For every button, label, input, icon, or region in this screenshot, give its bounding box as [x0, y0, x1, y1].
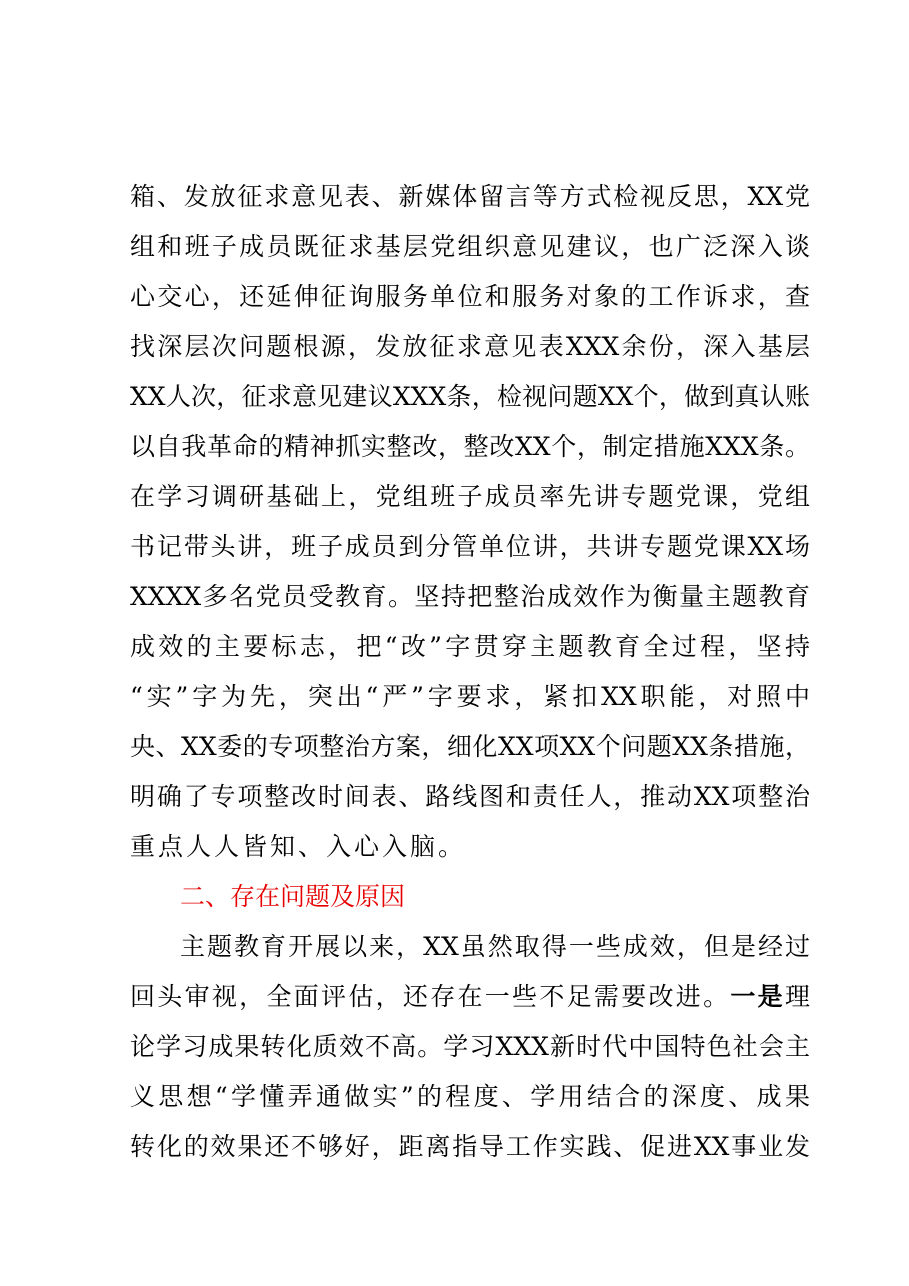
paragraph-1-line-4: 找深层次问题根源，发放征求意见表XXX余份，深入基层: [130, 332, 810, 361]
paragraph-2-line-2: [130, 982, 810, 1012]
paragraph-1-line-8: 书记带头讲，班子成员到分管单位讲，共讲专题党课XX场: [130, 532, 810, 561]
paragraph-2-line-4: 义思想“学懂弄通做实”的程度、学用结合的深度、成果: [130, 1082, 810, 1111]
paragraph-1-line-14: 重点人人皆知、入心入脑。: [130, 832, 467, 861]
paragraph-2-line-2-tail: 理: [784, 982, 810, 1011]
paragraph-2-line-2-emphasis: 一是: [730, 982, 785, 1011]
paragraph-2-line-2-text: 回头审视，全面评估，还存在一些不足需要改进。: [130, 982, 731, 1011]
paragraph-1-line-10: 成效的主要标志，把“改”字贯穿主题教育全过程，坚持: [130, 632, 810, 661]
paragraph-1-line-2: 组和班子成员既征求基层党组织意见建议，也广泛深入谈: [130, 232, 810, 261]
paragraph-1-line-12: 央、XX委的专项整治方案，细化XX项XX个问题XX条措施，: [130, 732, 810, 761]
paragraph-1-line-13: 明确了专项整改时间表、路线图和责任人，推动XX项整治: [130, 782, 810, 811]
paragraph-1-line-9: XXXX多名党员受教育。坚持把整治成效作为衡量主题教育: [130, 582, 810, 611]
paragraph-1-line-1: 箱、发放征求意见表、新媒体留言等方式检视反思，XX党: [130, 182, 810, 211]
paragraph-1-line-5: XX人次，征求意见建议XXX条，检视问题XX个，做到真认账: [130, 382, 810, 411]
paragraph-2-line-1: 主题教育开展以来，XX虽然取得一些成效，但是经过: [180, 932, 810, 961]
paragraph-1-line-6: 以自我革命的精神抓实整改，整改XX个，制定措施XXX条。: [130, 432, 810, 461]
paragraph-2-line-3: 论学习成果转化质效不高。学习XXX新时代中国特色社会主: [130, 1032, 810, 1061]
paragraph-1-line-7: 在学习调研基础上，党组班子成员率先讲专题党课，党组: [130, 482, 810, 511]
section-heading: 二、存在问题及原因: [180, 882, 406, 911]
paragraph-2-line-5: 转化的效果还不够好，距离指导工作实践、促进XX事业发: [130, 1132, 810, 1161]
paragraph-1-line-11: “实”字为先，突出“严”字要求，紧扣XX职能，对照中: [130, 682, 810, 711]
paragraph-1-line-3: 心交心，还延伸征询服务单位和服务对象的工作诉求，查: [130, 282, 810, 311]
